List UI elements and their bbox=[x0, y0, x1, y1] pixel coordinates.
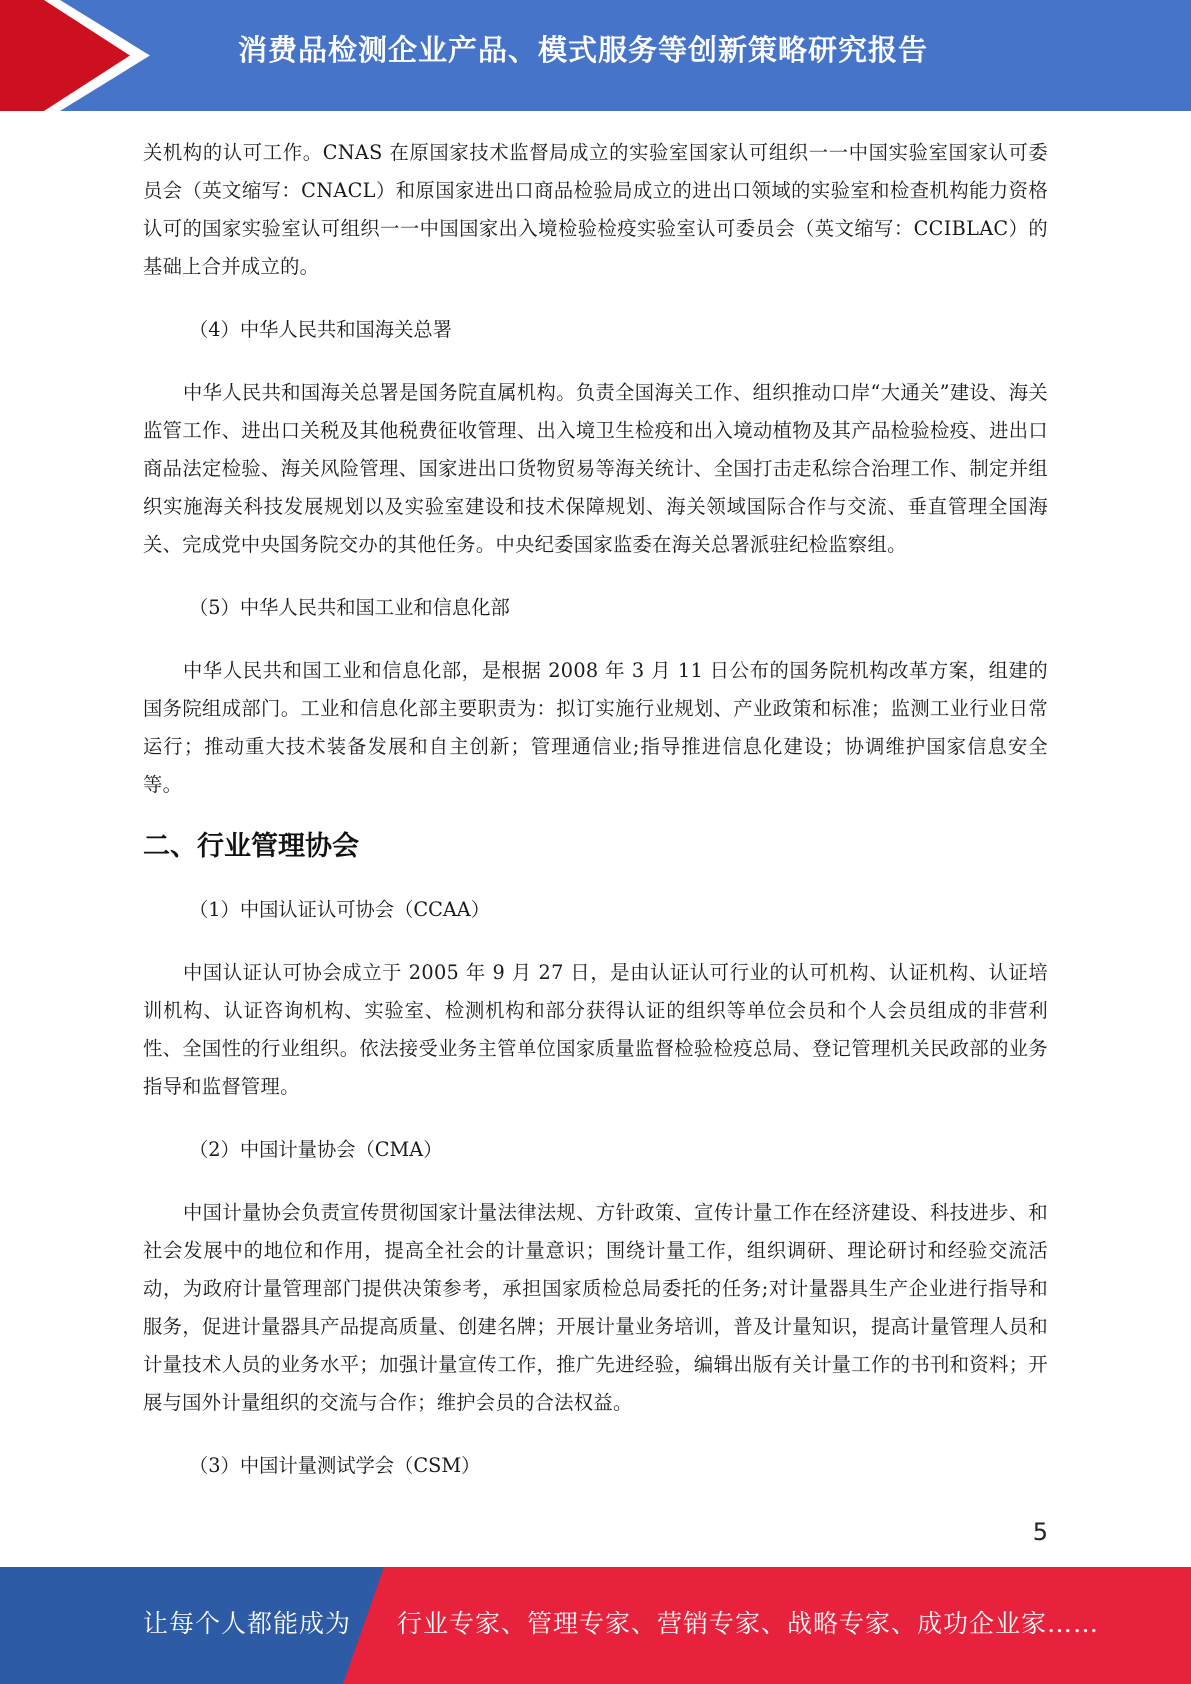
page-footer bbox=[0, 1567, 1191, 1684]
subheading-customs: （4）中华人民共和国海关总署 bbox=[189, 318, 452, 341]
subheading-csm: （3）中国计量测试学会（CSM） bbox=[189, 1454, 481, 1477]
page-body bbox=[143, 134, 1048, 1485]
paragraph-ccaa: 中国认证认可协会成立于 2005 年 9 月 27 日，是由认证认可行业的认可机构、认证机构、认证培训机构、认证咨询机构、实验室、检测机构和部分获得认证的组织等单位会员和个人会员组成的非营利性、全国性的行业组织。依法接受业务主管单位国家质量监督检验检疫总局、登记管理机关民政部的业务指导和监督管理。 bbox=[143, 961, 1048, 1098]
paragraph-cnas: 关机构的认可工作。CNAS 在原国家技术监督局成立的实验室国家认可组织一一中国实验室国家认可委员会（英文缩写：CNACL）和原国家进出口商品检验局成立的进出口领域的实验室和检查机构能力资格认可的国家实验室认可组织一一中国国家出入境检验检疫实验室认可委员会（英文缩写：CCIBLAC）的基础上合并成立的。 bbox=[143, 141, 1048, 278]
footer-slogan-right: 行业专家、管理专家、营销专家、战略专家、成功企业家…… bbox=[397, 1609, 1100, 1638]
footer-slogan-left: 让每个人都能成为 bbox=[143, 1609, 352, 1638]
paragraph-miit: 中华人民共和国工业和信息化部，是根据 2008 年 3 月 11 日公布的国务院机构改革方案，组建的国务院组成部门。工业和信息化部主要职责为：拟订实施行业规划、产业政策和标准；监测工业行业日常运行；推动重大技术装备发展和自主创新；管理通信业;指导推进信息化建设；协调维护国家信息安全等。 bbox=[143, 659, 1048, 796]
report-title: 消费品检测企业产品、模式服务等创新策略研究报告 bbox=[238, 33, 929, 67]
page-number: 5 bbox=[1032, 1518, 1048, 1546]
subheading-miit: （5）中华人民共和国工业和信息化部 bbox=[189, 596, 510, 619]
subheading-cma: （2）中国计量协会（CMA） bbox=[189, 1138, 443, 1161]
subheading-ccaa: （1）中国认证认可协会（CCAA） bbox=[189, 898, 490, 921]
paragraph-customs: 中华人民共和国海关总署是国务院直属机构。负责全国海关工作、组织推动口岸“大通关”建设、海关监管工作、进出口关税及其他税费征收管理、出入境卫生检疫和出入境动植物及其产品检验检疫、进出口商品法定检验、海关风险管理、国家进出口货物贸易等海关统计、全国打击走私综合治理工作、制定并组织实施海关科技发展规划以及实验室建设和技术保障规划、海关领域国际合作与交流、垂直管理全国海关、完成党中央国务院交办的其他任务。中央纪委国家监委在海关总署派驻纪检监察组。 bbox=[143, 381, 1048, 556]
paragraph-cma: 中国计量协会负责宣传贯彻国家计量法律法规、方针政策、宣传计量工作在经济建设、科技进步、和社会发展中的地位和作用，提高全社会的计量意识；围绕计量工作，组织调研、理论研讨和经验交流活动，为政府计量管理部门提供决策参考，承担国家质检总局委托的任务;对计量器具生产企业进行指导和服务，促进计量器具产品提高质量、创建名牌；开展计量业务培训，普及计量知识，提高计量管理人员和计量技术人员的业务水平；加强计量宣传工作，推广先进经验，编辑出版有关计量工作的书刊和资料；开展与国外计量组织的交流与合作；维护会员的合法权益。 bbox=[143, 1201, 1048, 1414]
header-chevron-decoration bbox=[0, 0, 150, 111]
section-title-associations: 二、行业管理协会 bbox=[143, 831, 359, 862]
page-header bbox=[0, 0, 1191, 111]
